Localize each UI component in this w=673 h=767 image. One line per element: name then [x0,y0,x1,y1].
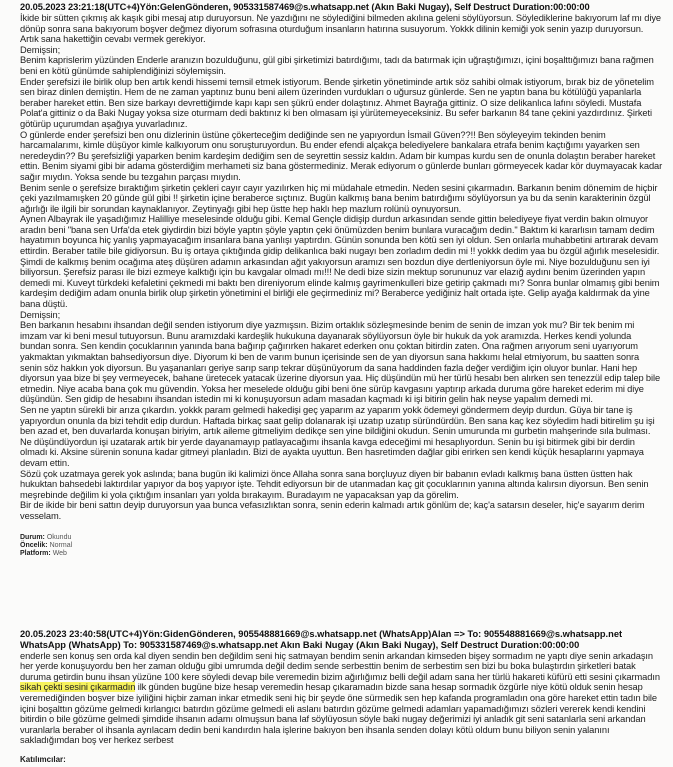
paragraph: İkide bir sütten çıkmış ak kaşık gibi mesaj atıp duruyorsun. Ne yazdığını ne söylediğini bilmeden akılına geleni söylüyorsun. Söylediklerine bakıyorum laf mı diye dönüp sonra sana bakıyorum boşver değmez diyorum sofrasına oturduğum insanların hatırına susuyorum. Yokkk dilinin kemiği yok senin yazıp duruyorsun. Artık sana hakettiğin cevabı vermek gerekiyor. [20,13,661,45]
participants-label: Katılımcılar: [20,755,66,764]
platform-value: Web [52,549,67,557]
priority-value: Normal [49,541,73,549]
paragraph: Ender şerefsizi ile birlik olup ben artık kendi hissemi temsil etmek istiyorum. Bende şirketin yönetiminde artık söz sahibi olmak istiyorum, bırak biz de yönetelim sen biraz dinlen demiştin. Hem de ne zaman yaptınız bunu beni ailem üzerinden vurdukları o uğursuz günlerde. Sen ne yaptın bana bu kötülüğü yapanlarla beraber hareket ettin. Ben size barkayı devrettiğimde kapı kapı sen şükrü ender dolaştınız. Ahmet Bayrağa gittiniz. O size delikanlıca lafını söyledi. Mustafa Polat'a gittiniz o da Baki Nugay yoksa size oturmam dedi baktınız ki ben olmasam işi yürütemeyeceksiniz. Bu sefer barkanın 84 tane çekini yazdırdınız. Şirketi götürüp uçurumdan aşağıya yuvarladınız. [20,76,654,129]
state-value: Okundu [46,533,72,541]
paragraph: Demişsin; [20,44,61,55]
message-1-meta [20,534,663,559]
paragraph: Ben barkanın hesabını ihsandan değil senden istiyorum diye yazmışsın. Bizim ortaklık sözleşmesinde benim de senin de imzan yok mu? Bir tek benim mi imzam var ki beni mesul tutuyorsun. Bunu aramızdaki kardeşlik hukukuna dayanarak söylüyorsun öyle bir hukuk da yok aramızda. Herkes kendi yolunda bundan sonra. Sen kendin çocuklarının yanında bana bağırıp çağırırken hakaret ederken onu çoktan bitirdin zaten. Ona rağmen arıyorum seni uyarıyorum yakmaktan yıkmaktan bahsediyorsun diye. Diyorum ki ben de varım bunun içerisinde sen de yan diyorsun sana hakkımı helal etmiyorum, bu saatten sonra senin söz hakkın yok diyorsun. Bu yaşananları geriye sarıp sarıp tekrar düşünüyorum da sana haddinden fazla değer verdiğim için oluyor bunlar. Hani hep diyorsun yaa bize bi şey vermeyecek, bahane üretecek yatacak üzerine diyorsun yaa. Hiç düşündün mü her türlü hesabı ben alırken sen tenezzül edip talep bile etmedin. Niye acaba bana çok mu güvendin. Yoksa her meselede olduğu gibi beni öne sürüp kavgasını yaptırıp arkada duruma göre hareket ederim mi diye düşündün. Sen gidip de hesabını ihsandan istedin mi ki konuşuyorsun adam masadan kaçmadı ki işi bitirin gelin hak neyse yapalım demedi mi. [20,320,661,405]
paragraph: Sen ne yaptın sürekli bir arıza çıkardın. yokkk param gelmedi hakedişi geç yaparım az yaparım yokk ödemeyi göndermem deyip durdun. Güya bir tane iş yapıyordun onunla da bizi tehdit edip durdun. Haftada birkaç saat gelip dolanarak işi uzatıp uzatıp süründürdün. Ben sana kaç kez söyledim hadi bitirelim şu işi ben azad et, ben duvarlarda konuşan biriyim, artık aileme gitmeliyim dedikçe sen yine bildiğini okudun. Senin umurunda mı gurbetin mahşerinde sıla bulması. Ne düşündüyordun işi uzatarak artık bir yerde dayanamayıp patlayacağımı ihsanla kavga edeceğimi mi hesaplıyordun. Senin bu işi bitirmek gibi bir derdin olmadı ki. Aksine sürenin sonuna kadar gitmeyi planladın. Bizi de ayakta uyuttun. Ben hasretimden dağlar gibi erirken sen kendi küçük hesaplarını yapmaya devam ettin. [20,404,655,468]
paragraph: Bir de ikide bir beni sattın deyip duruyorsun yaa bunca vefasızlıktan sonra, senin ederin kalmadı artık gönlüm de; kaç'a satarsın deseler, hiç'e sayarım derim vesselam. [20,500,645,521]
message-1-header: 20.05.2023 23:21:18(UTC+4)Yön:GelenGönderen, 905331587469@s.whatsapp.net (Akın Baki Nugay), Self Destruct Duration:00:00:00 [20,2,590,12]
paragraph: Demişsin; [20,309,61,320]
message-1-body [20,13,663,522]
paragraph: Sözü çok uzatmaya gerek yok aslında; bana bugün iki kalimizi önce Allaha sonra sana borçluyuz diyen bir babanın evladı kalkmış bana üstten üstten hak hukuktan bahsedebi laktırdılar yapıyor da boş yapıyor işte. Tehdit ediyorsun bir de utanmadan kaç git çocuklarının yanına altında kalırsın diyorsun. Ben senin meşrebinde değilim ki yola çıktığım insanları yarı yolda bırakayım. Buradayım ne yapacaksan yap da görelim. [20,468,649,500]
platform-label: Platform: [20,549,51,557]
priority-label: Öncelik: [20,541,48,549]
message-1 [20,2,663,558]
highlighted-text: sikah çekti sesini çıkarmadın [20,682,136,693]
message-2 [20,629,663,746]
paragraph: Benim senle o şerefsize bıraktığım şirketin çekleri cayır cayır yazılırken hiç mi müdahale etmedin. Neden sesini çıkarmadın. Barkanın benim dönemim de hiçbir çeki yazılmamışken 20 günde gül gibi !! şirketin içine beraberce sıçtınız. Bugün kalkmış bana benim batırdığımı söylüyorsun ya bu da senin karakterinin özgül ağırlığı ile ilgili bir sorundan kaynaklanıyor. Zeytinyağı gibi hep üstte hep haklı hep mazlum rolünü oynuyorsun. [20,182,658,214]
message-2-text-after: ilk günden bugüne bize hesap veremedin hesap çıkaramadın bizde sana hesap sormadık özgürle niye kötü olduk senin hesap veremediğinden boşver bize iyiliğini hiçbir zaman inkar etmedik seni hiç bir şeyde öne sürmedik sen hep kafanda programladın ona göre hareket ettin tadın bile içini boşalttın gözüme gelmedi kırlangıcı batırdın gözüme gelmedi eli aslanı batırdın gözüme gelmedi adamları yapamadığımızı sözleri vererek kendi kendini bitirdin o bile gözüme gelmedi şimdide ihsanın adamı olmuşsun bana laf söylüyosun söyle baki nugay değerimizi iyi anladık git seni satanlarla seni arkandan vuranlarla beraber ol ihsanla ayrılacam dedin beni kandırdın hala işlerine bakıyon ben ihsanla senden dolayı kötü oldum bunu biliyon senin yalanını sakladığımdan boş ver herkez serbest [20,682,658,746]
paragraph: Şimdi de kalkmış benim ocağıma ateş düşüren adamın arkasından ağıt yakıyorsun aramızı sen bozdun diye dertleniyorsun öyle mi. Niye bozulduğunu sen iyi biliyorsun. Şerefsiz parası ile bizi ezmeye kalktığı için bu kavgalar olmadı mı!!! Ne dedi bize sizin mektup sorununuz var elazığ aydını benim üzerinden yapın demedi mi. Kuveyt türkdeki kefaletini çekmedi mi baktı ben direniyorum elinde kalmış gayrimenkulleri bize getirip çakmadı mı? Sonra bunlar olmamış gibi benim kardeşim dediğim adam onunla birlik olup şirketin yönetimini el birliği ele geçirmediniz mi? Beraberce yediğiniz halt ortada işte. Gelip ayağa kaldırmak da yine bana düştü. [20,256,660,310]
message-2-body [20,651,663,746]
paragraph: Aynen Albayrak ile yaşadığımız Halilliye meselesinde olduğu gibi. Kemal Gençle didişip durdun arkasından sende gittin belediyeye fiyat verdin bakın olmuyor aradın beni "bana sen Urfa'da etek giydirdin bizi böyle yaptın şöyle yaptın çeki önümüzden benim bunlara vuracağım dedin." Baktım ki kararlısın tamam dedim hayatımın boyunca hiç yanlış yapmayacağım insanlara bana yanlışı yaptırdın. Günün sonunda ben kötü sen iyi oldun. Sen onlarla muhabbetini artırarak devam ettirdin. Beraber tatile bile gidiyorsun. Bu iş ortaya çıktığında gidip delikanlıca baki nugayı ben zorladım dedin mi !! yokkk dedim yaa bu özgül ağırlık meselesidir. [20,214,660,257]
paragraph: O günlerde ender şerefsizi ben onu dizlerinin üstüne çökerteceğim dediğinde sen ne yapıyordun İsmail Güven??!! Ben söyleyeyim tekinden benim harcamalarımı, kimle düşüyor kimle kalkıyorum onu soruşturuyordun. Bu ender efendi alçakça belediyelere bankalara etrafa benim kaçtığımı yayarken sen neredeydin?? Bu şerefsizliği yaparken benim kardeşim dediğim sen de seyrettin sessiz kaldın. Adam bir kumpas kurdu sen de onunla dolaştın beraber hareket ettin. Benim siyami gibi bir adama gösterdiğim merhameti siz bana göstermediniz. Merak ediyorum o günlerde bunları görmeyecek kadar kör duymayacak kadar sağır mıydın. Yoksa sende bu tezgahın parçası mıydın. [20,129,663,182]
message-2-text-before: enderle sen konuş sen orda kal diyen sendin ben değildim seni hiç satmayan bendim senin arkandan kimseden bişey sormadım ne yaptı diye senin arkadaşın her yerde konuşuyordu ben her zaman olduğu gibi umrumda değil dedim sende serbesttin benim de serbestim sen bizi bu boka bulaştırdın şirketleri batak duruma getirdin bunu ihsan yüzüne 100 kere söyledi devap bile veremedin bizim ağırlığımız belli değil adam sana her türlü hakareti küfürü etti sesini çıkarmadın [20,650,660,682]
message-2-header: 20.05.2023 23:40:58(UTC+4)Yön:GidenGönderen, 905548881669@s.whatsapp.net (WhatsApp)Alan => To: 905548881669@s.whatsapp.net WhatsApp (WhatsApp) To: 905331587469@s.whatsapp.net Akın Baki Nugay (Akın Baki Nugay), Self Destruct Duration:00:00:00 [20,629,623,650]
state-label: Durum: [20,533,45,541]
paragraph: Benim kaprislerim yüzünden Enderle aranızın bozulduğunu, gül gibi şirketimizi batırdığımı, tadı da batırmak için uğraştığımızı, içini boşalttığımızı bana rağmen beni en kötü günümde sahiplendiğinizi söylemişsin. [20,55,654,76]
